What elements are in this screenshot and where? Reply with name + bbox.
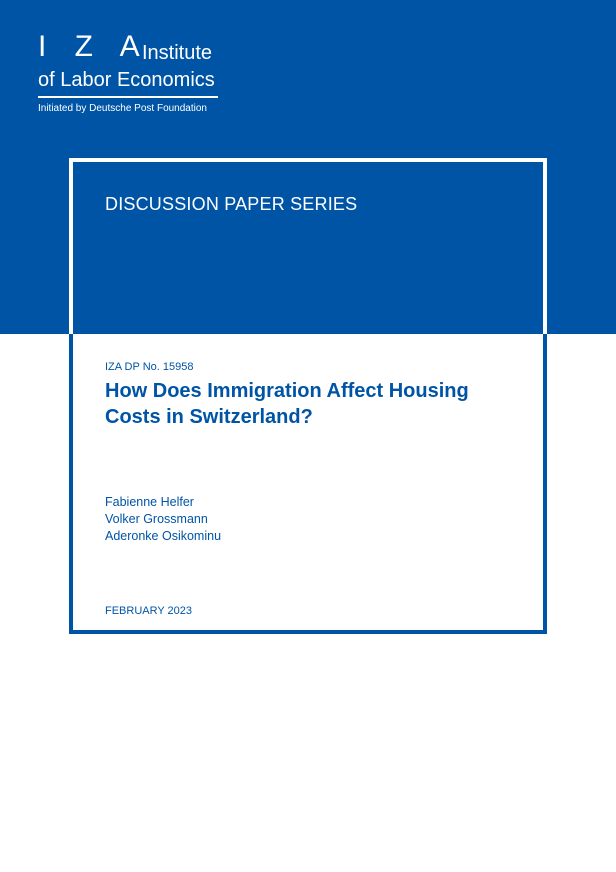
logo-divider [38, 96, 218, 98]
author-name: Volker Grossmann [105, 512, 208, 526]
series-title: DISCUSSION PAPER SERIES [105, 194, 358, 214]
paper-number: IZA DP No. 15958 [105, 361, 194, 373]
publication-date: FEBRUARY 2023 [105, 605, 193, 617]
logo-tagline: Initiated by Deutsche Post Foundation [38, 103, 207, 114]
logo-letters: I Z A [38, 30, 150, 63]
paper-title: How Does Immigration Affect Housing Costs in Switzerland? [105, 380, 469, 428]
author-name: Aderonke Osikominu [105, 529, 222, 543]
logo-word-institute: Institute [142, 42, 213, 64]
logo-line-2: of Labor Economics [38, 69, 215, 91]
author-list [105, 494, 221, 545]
author-name: Fabienne Helfer [105, 495, 194, 509]
